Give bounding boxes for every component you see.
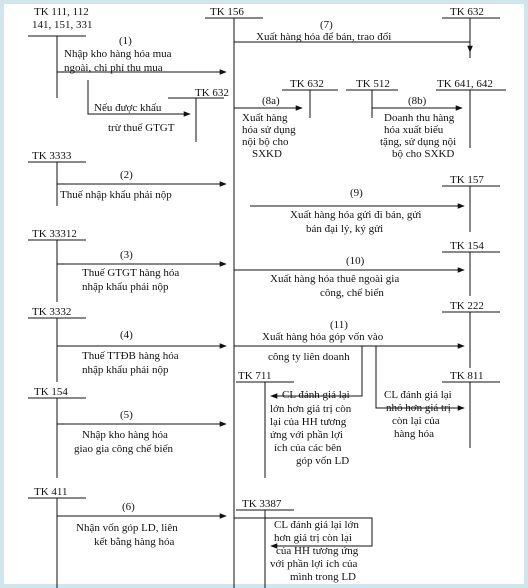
entry-711-line-5: ích của các bên (274, 442, 342, 454)
entry-7-num: (7) (320, 19, 333, 31)
entry-9-line-1: Xuất hàng hóa gửi đi bán, gửi (290, 209, 422, 221)
tk222-label: TK 222 (450, 300, 484, 312)
entry-6-line-2: kết bằng hàng hóa (94, 536, 175, 548)
entry-4-num: (4) (120, 329, 133, 341)
entry-3387-line-5: mình trong LD (290, 571, 356, 583)
entry-8a-line-4: SXKD (252, 148, 282, 160)
entry-1 (64, 35, 172, 74)
entry-8b-line-4: bộ cho SXKD (392, 148, 455, 160)
tk632-top-account (442, 6, 500, 58)
entry-711-line-6: góp vốn LD (296, 455, 350, 467)
entry-711-line-2: lớn hơn giá trị còn (270, 403, 352, 415)
entry-8b-num: (8b) (408, 95, 427, 107)
entry-1-line-2: ngoài, chi phí thu mua (64, 62, 163, 74)
entry-2 (60, 169, 172, 201)
tk111-label-1: TK 111, 112 (34, 6, 89, 18)
entry-11-num: (11) (330, 319, 348, 331)
entry-10-line-1: Xuất hàng hóa thuê ngoài gia (270, 273, 400, 285)
entry-8b (380, 95, 456, 160)
tk157-account (442, 174, 500, 232)
entry-6 (76, 501, 178, 548)
tk222-account (442, 300, 500, 368)
entry-8a-line-2: hóa sử dụng (242, 124, 296, 136)
entry-8b-line-1: Doanh thu hàng (384, 112, 455, 124)
entry-811-line-3: còn lại của (392, 415, 440, 427)
entry-3387-line-2: hơn giá trị còn lại (274, 532, 352, 544)
entry-3-line-1: Thuế GTGT hàng hóa (82, 267, 180, 279)
tk3332-account (28, 306, 86, 382)
entry-1b-line-2: trừ thuế GTGT (108, 122, 175, 134)
entry-3387-line-4: với phần lợi ích của (270, 558, 358, 570)
entry-5-num: (5) (120, 409, 133, 421)
entry-3387-line-1: CL đánh giá lại lớn (274, 519, 359, 531)
entry-4 (82, 329, 179, 376)
entry-9-line-2: bán đại lý, ký gửi (306, 223, 384, 235)
tk154-right-account (442, 240, 500, 296)
entry-811-line-2: nhỏ hơn giá trị (386, 402, 451, 414)
tk156-label: TK 156 (210, 6, 244, 18)
entry-8a-num: (8a) (262, 95, 280, 107)
tk3333-label: TK 3333 (32, 150, 72, 162)
entry-7 (256, 19, 391, 43)
tk641-label: TK 641, 642 (437, 78, 493, 90)
tk632-mid-label: TK 632 (290, 78, 324, 90)
entry-1-num: (1) (119, 35, 132, 47)
entry-1-line-1: Nhập kho hàng hóa mua (64, 48, 172, 60)
entry-10-num: (10) (346, 255, 365, 267)
entry-1b-line-1: Nếu được khấu (94, 102, 162, 114)
tk111-label-2: 141, 151, 331 (32, 19, 93, 31)
entry-8a-line-1: Xuất hàng (242, 112, 288, 124)
entry-3387-line-3: của HH tương ứng (276, 545, 359, 557)
tk154-right-label: TK 154 (450, 240, 484, 252)
arrow-7 (234, 42, 470, 52)
tk632-mid-account (282, 78, 338, 118)
entry-3387 (270, 519, 359, 583)
entry-8a-line-3: nội bộ cho (242, 136, 289, 148)
entry-11-line-1: Xuất hàng hóa góp vốn vào (262, 331, 384, 343)
entry-6-line-1: Nhận vốn góp LD, liên (76, 522, 178, 534)
entry-5-line-2: giao gia công chế biến (74, 443, 173, 455)
tk632-top-label: TK 632 (450, 6, 484, 18)
tk154-left-label: TK 154 (34, 386, 68, 398)
entry-711-line-3: lại của HH tương (270, 416, 347, 428)
entry-811 (384, 389, 452, 440)
entry-11 (262, 319, 384, 363)
entry-3-line-2: nhập khẩu phải nộp (82, 281, 169, 293)
entry-3-num: (3) (120, 249, 133, 261)
tk512-label: TK 512 (356, 78, 390, 90)
entry-711 (270, 389, 352, 467)
entry-5-line-1: Nhập kho hàng hóa (82, 429, 168, 441)
entry-4-line-1: Thuế TTĐB hàng hóa (82, 350, 179, 362)
entry-8a (242, 95, 296, 160)
entry-9 (290, 187, 421, 235)
tk811-label: TK 811 (450, 370, 484, 382)
entry-8b-line-2: hóa xuất biếu (384, 124, 444, 136)
entry-10-line-2: công, chế biến (320, 287, 384, 299)
entry-2-line-1: Thuế nhập khẩu phải nộp (60, 189, 172, 201)
tk157-label: TK 157 (450, 174, 484, 186)
entry-1b (94, 102, 175, 134)
entry-3 (82, 249, 179, 293)
entry-2-num: (2) (120, 169, 133, 181)
tk154-left-account (28, 386, 86, 478)
entry-6-num: (6) (122, 501, 135, 513)
entry-9-num: (9) (350, 187, 363, 199)
tk411-account (28, 486, 86, 588)
entry-8b-line-3: tặng, sử dụng nội (380, 136, 457, 148)
tk3332-label: TK 3332 (32, 306, 72, 318)
entry-811-line-1: CL đánh giá lại (384, 389, 452, 401)
tk33312-account (28, 228, 86, 302)
tk3387-label: TK 3387 (242, 498, 282, 510)
entry-811-line-4: hàng hóa (394, 428, 435, 440)
entry-11-line-2: công ty liên doanh (268, 351, 350, 363)
tk33312-label: TK 33312 (32, 228, 77, 240)
entry-5 (74, 409, 173, 455)
tk711-label: TK 711 (238, 370, 272, 382)
tk632-vat-label: TK 632 (195, 87, 229, 99)
entry-7-line-1: Xuất hàng hóa để bán, trao đổi (256, 31, 392, 43)
entry-10 (270, 255, 399, 299)
tk411-label: TK 411 (34, 486, 68, 498)
entry-711-line-4: ứng với phần lợi (270, 429, 343, 441)
entry-711-line-1: CL đánh giá lại (282, 389, 350, 401)
entry-4-line-2: nhập khẩu phải nộp (82, 364, 169, 376)
